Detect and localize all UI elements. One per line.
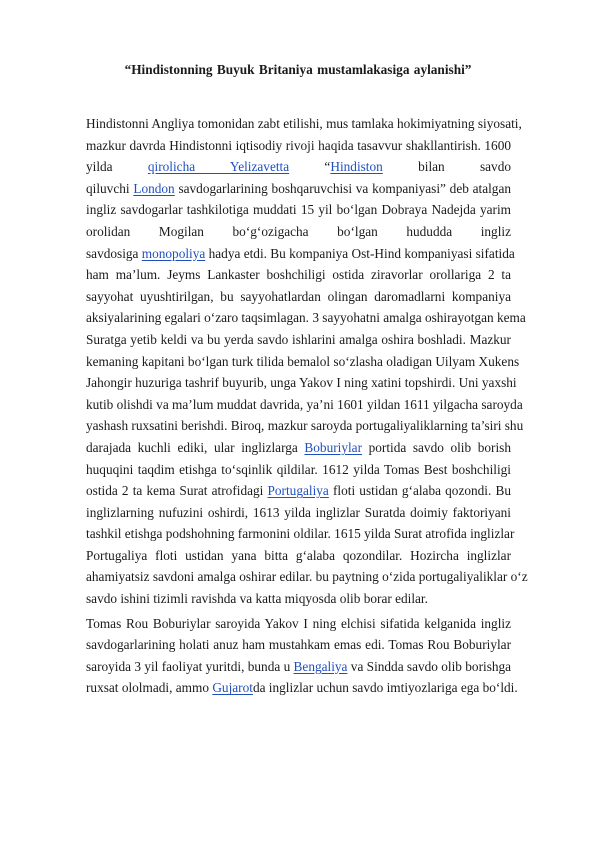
text-line <box>86 243 515 265</box>
text-line <box>86 156 511 178</box>
text-run: va Sindda savdo olib borishga <box>347 658 512 674</box>
text-line <box>86 199 511 221</box>
text-run: Tomas Rou Boburiylar saroyida Yakov I ning elchisi sifatida kelganida ingliz <box>86 615 511 631</box>
text-line <box>86 677 518 699</box>
text-line <box>86 523 515 545</box>
hyperlink[interactable]: Bengaliya <box>293 658 348 674</box>
text-run: yashash ruxsatini berishdi. Biroq, mazkur saroyda portugaliyaliklarning ta’siri shu <box>86 418 524 434</box>
text-run: portida savdo olib borish <box>362 439 511 455</box>
text-run: kutib olishdi va ma’lum muddat davrida, ya’ni 1601 yildan 1611 yilgacha saroyda <box>86 396 523 412</box>
text-line <box>86 415 524 437</box>
hyperlink[interactable]: London <box>133 180 175 196</box>
text-run: bilan savdo <box>382 159 511 175</box>
text-run: Hindistonni Angliya tomonidan zabt etilishi, mus tamlaka hokimiyatning siyosati, <box>86 116 522 131</box>
text-run: ruxsat ololmadi, ammo <box>86 680 213 696</box>
text-run: Portugaliya floti ustidan yana bitta g‘alaba qozondilar. Hozircha inglizlar <box>86 547 511 563</box>
hyperlink[interactable]: Hindiston <box>330 159 383 175</box>
text-run: saroyida 3 yil faoliyat yuritdi, bunda u <box>86 658 294 674</box>
text-line <box>86 613 511 635</box>
paragraph <box>86 113 528 610</box>
text-line <box>86 351 520 373</box>
text-run: orolidan Mogilan bo‘g‘ozigacha bo‘lgan hududda ingliz <box>86 223 511 239</box>
text-run: savdosiga <box>86 245 142 261</box>
paragraph <box>86 613 518 699</box>
text-line <box>86 178 511 200</box>
text-run: huquqini taqdim etishga to‘sqinlik qildilar. 1612 yilda Tomas Best boshchiligi <box>86 461 511 477</box>
text-line <box>86 502 511 524</box>
text-run: qiluvchi <box>86 180 134 196</box>
text-line <box>86 307 526 329</box>
text-run: “ <box>289 159 331 175</box>
text-line <box>86 264 511 286</box>
text-run: da inglizlar uchun savdo imtiyozlariga ega bo‘ldi. <box>252 680 518 696</box>
text-run: savdogarlarining boshqaruvchisi va kompaniyasi” deb atalgan <box>174 180 511 196</box>
text-line <box>86 480 511 502</box>
text-line <box>86 656 511 678</box>
hyperlink[interactable]: Gujarot <box>212 680 253 696</box>
text-line <box>86 372 517 394</box>
text-run: savdo ishini tizimli ravishda va katta miqyosda olib borar edilar. <box>86 591 428 607</box>
text-line <box>86 221 511 243</box>
hyperlink[interactable]: qirolicha Yelizavetta <box>147 159 290 175</box>
text-line <box>86 286 511 308</box>
text-run: inglizlarning nufuzini oshirdi, 1613 yilda inglizlar Suratda doimiy faktoriyani <box>86 504 511 520</box>
document-title: “Hindistonning Buyuk Britaniya mustamlakasiga aylanishi” <box>124 62 472 77</box>
hyperlink[interactable]: Portugaliya <box>267 483 329 499</box>
text-run: yilda <box>86 159 148 175</box>
text-run: ingliz savdogarlar tashkilotiga muddati 15 yil bo‘lgan Dobraya Nadejda yarim <box>86 202 511 218</box>
text-line <box>86 329 511 351</box>
document-body <box>86 113 528 699</box>
text-run: darajada kuchli ediki, ular inglizlarga <box>86 439 305 455</box>
text-run: ostida 2 ta kema Surat atrofidagi <box>86 483 268 499</box>
text-run: ham ma’lum. Jeyms Lankaster boshchiligi ostida ziravorlar orollariga 2 ta <box>86 267 511 283</box>
text-run: tashkil etishga podshohning farmonini oldilar. 1615 yilda Surat atrofida inglizlar <box>86 526 515 542</box>
text-run: Suratga yetib keldi va bu yerda savdo ishlarini amalga oshira boshladi. Mazkur <box>86 331 511 347</box>
hyperlink[interactable]: monopoliya <box>141 245 206 261</box>
text-line <box>86 459 511 481</box>
text-run: savdogarlarining holati anuz ham mustahkam emas edi. Tomas Rou Boburiylar <box>86 637 511 653</box>
text-line <box>86 394 523 416</box>
text-run: floti ustidan g‘alaba qozondi. Bu <box>328 483 511 499</box>
text-line <box>86 566 528 588</box>
text-run: aksiyalarining egalari o‘zaro taqsimlagan. 3 sayyohatni amalga oshirayotgan kema <box>86 310 526 326</box>
text-run: sayyohat uyushtirilgan, bu sayyohatlardan olingan daromadlarni kompaniya <box>86 288 511 304</box>
text-run: mazkur davrda Hindistonni iqtisodiy rivoji haqida tasavvur shakllantirish. 1600 <box>86 137 511 153</box>
text-run: Jahongir huzuriga tashrif buyurib, unga Yakov I ning xatini topshirdi. Uni yaxshi <box>86 375 517 391</box>
text-line <box>86 588 511 610</box>
text-line <box>86 545 511 567</box>
text-line <box>86 634 511 656</box>
text-run: hadya etdi. Bu kompaniya Ost-Hind kompaniyasi sifatida <box>205 245 515 261</box>
text-line <box>86 113 522 135</box>
text-run: ahamiyatsiz savdoni amalga oshirar edilar. bu paytning o‘zida portugaliyaliklar o‘z <box>86 569 528 585</box>
hyperlink[interactable]: Boburiylar <box>304 439 363 455</box>
text-line <box>86 437 511 459</box>
text-run: kemaning kapitani bo‘lgan turk tilida bemalol so‘zlasha oladigan Uilyam Xukens <box>86 353 520 369</box>
text-line <box>86 135 511 157</box>
